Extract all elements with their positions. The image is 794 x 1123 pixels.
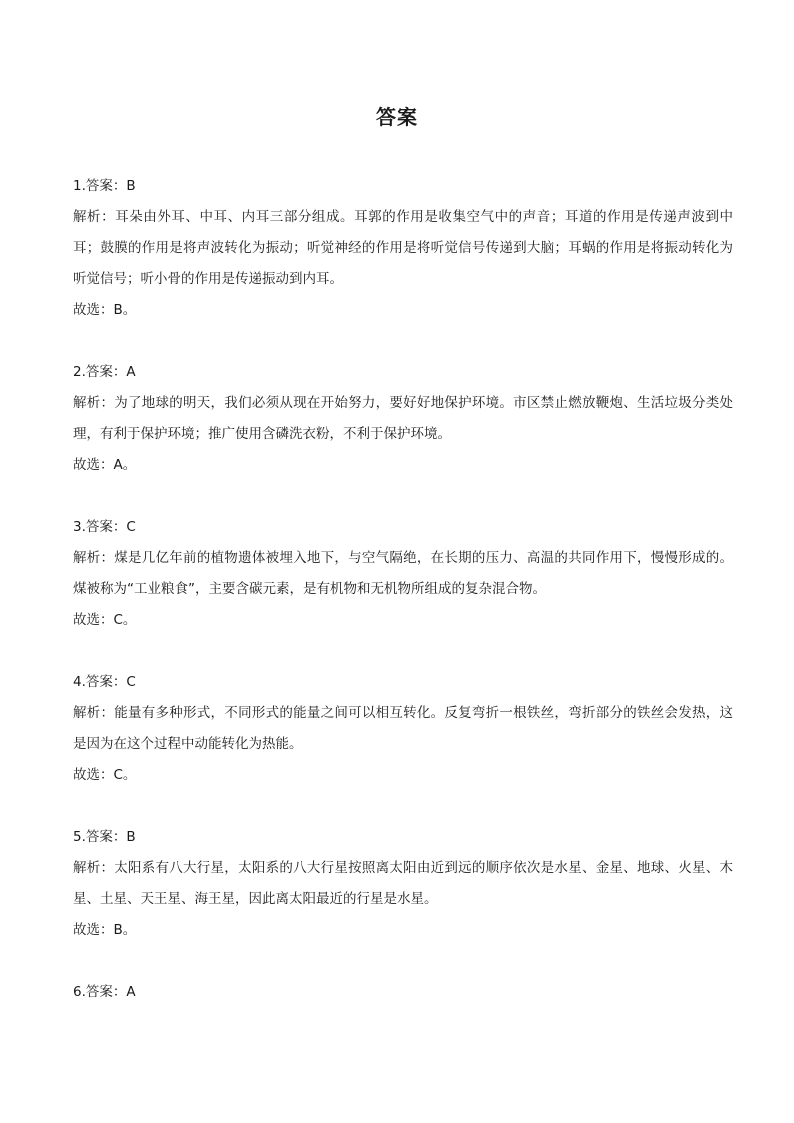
page-title: 答案	[376, 105, 418, 129]
answer-line: 1.答案：B	[73, 178, 136, 194]
answer-item-4	[73, 667, 733, 791]
answer-line: 2.答案：A	[73, 364, 136, 380]
explanation-text: 解析：太阳系有八大行星，太阳系的八大行星按照离太阳由近到远的顺序依次是水星、金星、地球、火星、木星、土星、天王星、海王星，因此离太阳最近的行星是水星。	[73, 860, 733, 907]
answer-list	[73, 171, 733, 1039]
answer-item-3	[73, 512, 733, 636]
answer-item-6	[73, 977, 733, 1008]
choice-line: 故选：B。	[73, 302, 137, 318]
choice-line: 故选：B。	[73, 922, 137, 938]
explanation-text: 解析：为了地球的明天，我们必须从现在开始努力，要好好地保护环境。市区禁止燃放鞭炮、生活垃圾分类处理，有利于保护环境；推广使用含磷洗衣粉，不利于保护环境。	[73, 395, 733, 442]
explanation-text: 解析：能量有多种形式，不同形式的能量之间可以相互转化。反复弯折一根铁丝，弯折部分的铁丝会发热，这是因为在这个过程中动能转化为热能。	[73, 705, 733, 752]
choice-line: 故选：A。	[73, 457, 137, 473]
explanation-text: 解析：耳朵由外耳、中耳、内耳三部分组成。耳郭的作用是收集空气中的声音；耳道的作用是传递声波到中耳；鼓膜的作用是将声波转化为振动；听觉神经的作用是将听觉信号传递到大脑；耳蜗的作用是将振动转化为听觉信号；听小骨的作用是传递振动到内耳。	[73, 209, 733, 287]
answer-line: 5.答案：B	[73, 829, 136, 845]
answer-line: 3.答案：C	[73, 519, 136, 535]
answer-item-1	[73, 171, 733, 326]
answer-item-5	[73, 822, 733, 946]
answer-line: 6.答案：A	[73, 984, 136, 1000]
answer-item-2	[73, 357, 733, 481]
answer-line: 4.答案：C	[73, 674, 136, 690]
choice-line: 故选：C。	[73, 612, 137, 628]
choice-line: 故选：C。	[73, 767, 137, 783]
explanation-text: 解析：煤是几亿年前的植物遗体被埋入地下，与空气隔绝，在长期的压力、高温的共同作用下，慢慢形成的。煤被称为“工业粮食”，主要含碳元素，是有机物和无机物所组成的复杂混合物。	[73, 550, 733, 597]
